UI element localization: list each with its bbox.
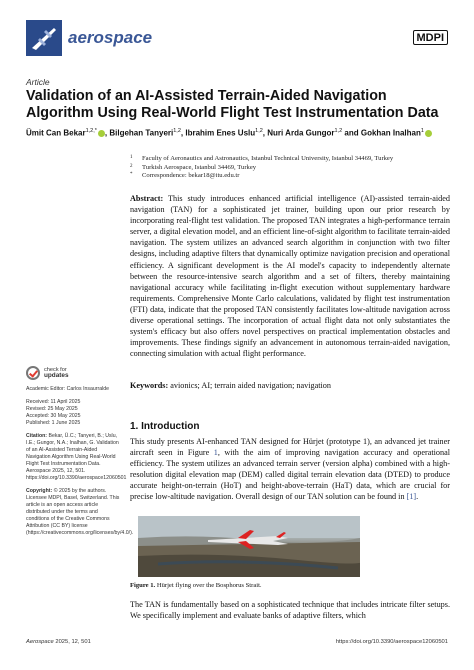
- publication-dates: [26, 399, 121, 427]
- affiliation-mark: *: [130, 172, 133, 178]
- received-date: Received: 11 April 2025: [26, 399, 81, 405]
- orcid-icon[interactable]: [425, 130, 432, 137]
- author-affiliation-mark: 1,2,*: [85, 128, 97, 134]
- paragraph-text: , with the aim of improving navigation accuracy and operational efficiency. The system utilizes an advanced terrain server (version alpha) combined with a high-resolution digital elevation map (DEM) called digital terrain elevation data (DTED) to produce accurate height-on-terrain (HoT) and height-above-terrain (HaT) data, which are crucial for precise low-altitude navigation. Overall design of our TAN solution can be found in: [130, 448, 450, 502]
- affiliations: [130, 155, 450, 181]
- author-affiliation-mark: 1,2: [173, 128, 181, 134]
- footer-doi-link[interactable]: https://doi.org/10.3390/aerospace12060501: [335, 639, 448, 645]
- check-updates-icon: [26, 366, 40, 380]
- airplane-icon: [26, 20, 62, 56]
- author-name[interactable]: Gokhan Inalhan: [360, 128, 421, 138]
- affiliation-mark: 1: [130, 155, 133, 160]
- figure-caption-text: Hürjet flying over the Bosphorus Strait.: [156, 582, 262, 589]
- paper-title: Validation of an AI-Assisted Terrain-Aided Navigation Algorithm Using Real-World Flight Test Instrumentation Data: [26, 88, 439, 121]
- author-name[interactable]: Ibrahim Enes Uslu: [185, 128, 256, 138]
- author-list: Ümit Can Bekar$^{1,2,*}$ , Bilgehan Tanyeri$^{1,2}$, Ibrahim Enes Uslu$^{1,2}$, Nuri Arda Gungor$^{1,2}$ and Gokhan Inalhan$^1$: [26, 128, 456, 138]
- section-heading: 1. Introduction: [130, 421, 200, 432]
- article-sidebar: [26, 366, 134, 543]
- abstract: [130, 193, 450, 359]
- introduction-paragraph: [130, 436, 450, 503]
- citation-label: Citation:: [26, 433, 48, 439]
- paragraph-text: .: [416, 492, 419, 502]
- affiliation-text: Turkish Aerospace, Istanbul 34469, Turkey: [142, 163, 257, 171]
- affiliation-mark: 2: [130, 163, 133, 169]
- journal-logo: [26, 20, 62, 56]
- footer-volume: 2025, 12, 501: [55, 639, 91, 645]
- figure-reference-link[interactable]: 1: [213, 448, 218, 458]
- copyright: [26, 488, 134, 537]
- check-updates-line2: updates: [44, 372, 69, 379]
- author-affiliation-mark: 1,2: [255, 128, 263, 134]
- check-for-updates-button[interactable]: [26, 366, 121, 380]
- figure-label: Figure 1.: [130, 582, 156, 589]
- author-affiliation-mark: 1,2: [334, 128, 343, 134]
- article-type: Article: [26, 77, 50, 87]
- affiliation-item: [130, 172, 450, 181]
- correspondence-text[interactable]: Correspondence: bekar18@itu.edu.tr: [142, 172, 240, 180]
- journal-name[interactable]: aerospace: [68, 28, 153, 47]
- abstract-label: Abstract:: [130, 194, 164, 203]
- orcid-icon[interactable]: [98, 130, 105, 137]
- keywords-label: Keywords:: [130, 381, 169, 390]
- aircraft-over-city-image: [138, 516, 360, 577]
- check-updates-label: [44, 367, 69, 379]
- affiliation-text: Faculty of Aeronautics and Astronautics, Istanbul Technical University, Istanbul 34469, Turkey: [142, 155, 394, 162]
- affiliation-item: [130, 155, 450, 164]
- check-updates-line1: check for: [44, 367, 67, 373]
- footer-journal: Aerospace: [26, 639, 54, 645]
- citation-reference-link[interactable]: [1]: [406, 492, 417, 502]
- figure-photo-aircraft: [138, 516, 360, 577]
- citation-text[interactable]: Bekar, Ü.C.; Tanyeri, B.; Uslu, I.E.; Gungor, N.A.; Inalhan, G. Validation of an AI-Assisted Terrain-Aided Navigation Algorithm Using Real-World Flight Test Instrumentation Data. Aerospace 2025, 12, 501. https://doi.org/10.3390/aerospace12060501: [26, 433, 127, 481]
- citation: [26, 433, 127, 482]
- keywords: [130, 380, 450, 391]
- author-name[interactable]: Nuri Arda Gungor: [267, 128, 335, 138]
- author-name[interactable]: Bilgehan Tanyeri: [109, 128, 174, 138]
- keywords-text: avionics; AI; terrain aided navigation; navigation: [170, 381, 331, 390]
- footer-citation: [26, 639, 91, 645]
- copyright-label: Copyright:: [26, 488, 53, 494]
- figure-caption: [130, 582, 262, 589]
- author-name[interactable]: Ümit Can Bekar: [26, 128, 86, 138]
- published-date: Published: 1 June 2025: [26, 420, 81, 426]
- abstract-text: This study introduces enhanced artificial intelligence (AI)-assisted terrain-aided navigation (TAN) for a sophisticated jet trainer, building upon our prior research by incorporating real-flight test validation. The proposed TAN integrates a high-performance terrain server, a digital elevation model, and an efficient line-of-sight algorithm to facilitate terrain-aided navigation. The system utilizes an advanced search algorithm in conjunction with two filter designs, including adaptive filters that dynamically optimize navigation precision and operational efficiency. A significant development is the AI model's capacity to independently alternate between the resource-intensive search algorithm and a set of filters, thereby maintaining navigational accuracy while facilitating in-flight execution without supplementary hardware requirements. Comprehensive Monte Carlo calculations, validated by flight test instrumentation (FTI) data, indicate that the proposed TAN consistently facilitates low-altitude navigation across diverse operational settings. The incorporation of actual flight data not only substantiates the system's efficacy but also offers novel perspectives on practical implementation obstacles and improvements. These findings signify an advancement in autonomous terrain-aided navigation, connecting simulation with actual flight performance.: [130, 194, 450, 359]
- affiliation-item: [130, 164, 450, 173]
- publisher-logo-text: MDPI: [416, 32, 444, 44]
- accepted-date: Accepted: 30 May 2025: [26, 413, 81, 419]
- introduction-paragraph-2: The TAN is fundamentally based on a sophisticated technique that includes intricate filter setups. We specifically implement and evaluate banks of adaptive filters, which: [130, 600, 450, 621]
- paragraph-text: This study presents AI-enhanced TAN designed for Hürjet (prototype 1), an advanced jet trainer aircraft seen in Figure: [130, 437, 450, 458]
- publisher-logo[interactable]: [413, 30, 449, 45]
- copyright-text: © 2025 by the authors. Licensee MDPI, Basel, Switzerland. This article is an open access article distributed under the terms and conditions of the Creative Commons Attribution (CC BY) license (https://creativecommons.org/licenses/by/4.0/).: [26, 488, 134, 536]
- author-affiliation-mark: 1: [420, 128, 424, 134]
- academic-editor: Academic Editor: Carlos Insaurralde: [26, 386, 110, 392]
- revised-date: Revised: 25 May 2025: [26, 406, 78, 412]
- page-header: [26, 20, 448, 60]
